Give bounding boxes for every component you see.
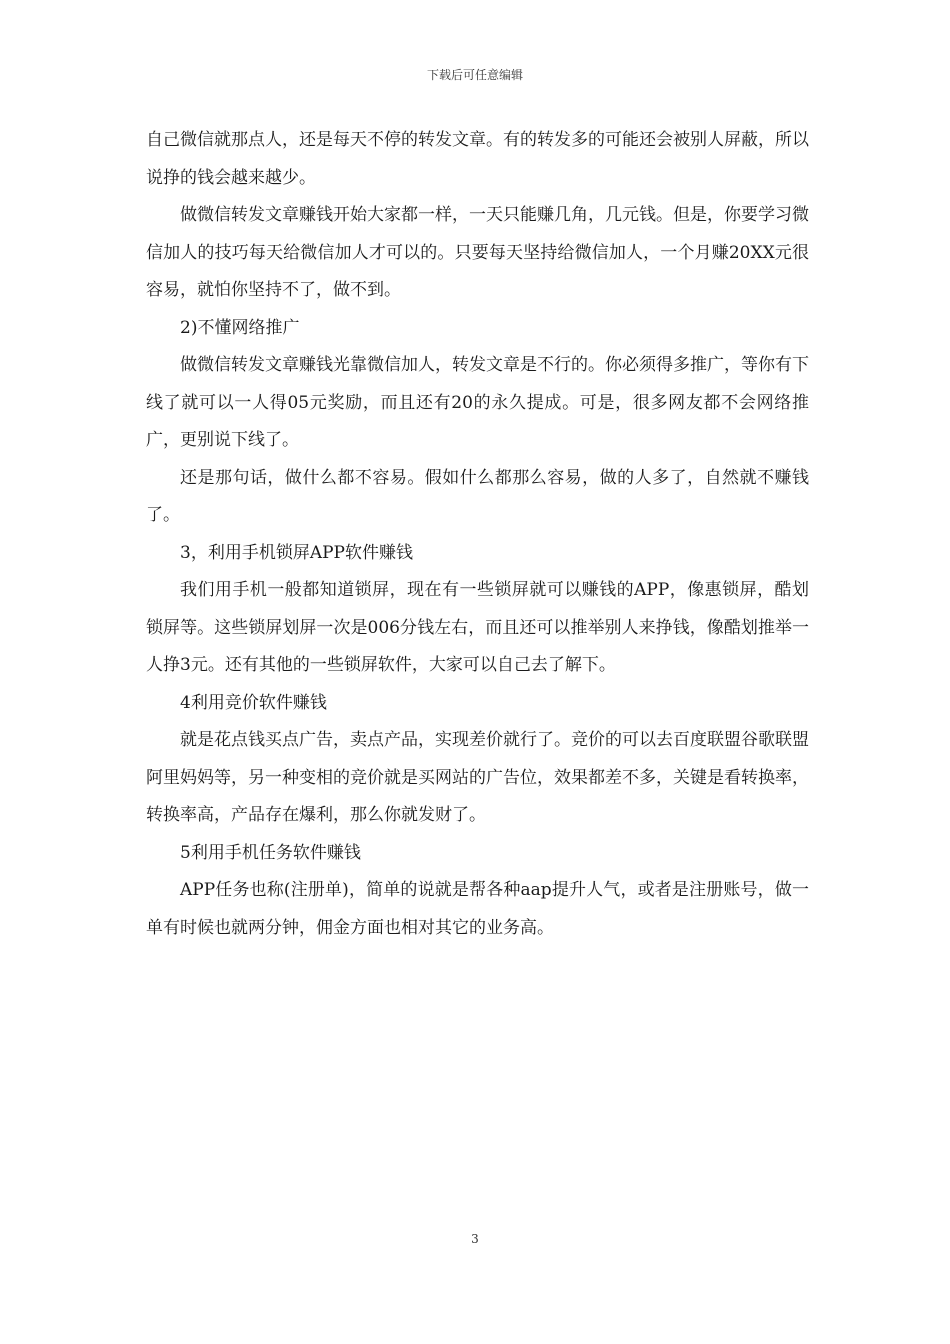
paragraph: 还是那句话，做什么都不容易。假如什么都那么容易，做的人多了，自然就不赚钱了。 bbox=[146, 467, 809, 525]
section-heading: 5利用手机任务软件赚钱 bbox=[180, 842, 361, 863]
paragraph: APP任务也称(注册单)，简单的说就是帮各种aap提升人气，或者是注册账号，做一单有时候也就两分钟，佣金方面也相对其它的业务高。 bbox=[146, 880, 809, 938]
paragraph: 做微信转发文章赚钱开始大家都一样，一天只能赚几角，几元钱。但是，你要学习微信加人的技巧每天给微信加人才可以的。只要每天坚持给微信加人，一个月赚20XX元很容易，就怕你坚持不了，做不到。 bbox=[146, 205, 809, 300]
document-body bbox=[146, 122, 809, 947]
section-heading: 4利用竞价软件赚钱 bbox=[180, 692, 327, 713]
paragraph: 就是花点钱买点广告，卖点产品，实现差价就行了。竞价的可以去百度联盟谷歌联盟阿里妈妈等，另一种变相的竞价就是买网站的广告位，效果都差不多，关键是看转换率，转换率高，产品存在爆利，那么你就发财了。 bbox=[146, 730, 809, 825]
paragraph: 做微信转发文章赚钱光靠微信加人，转发文章是不行的。你必须得多推广，等你有下线了就可以一人得05元奖励，而且还有20的永久提成。可是，很多网友都不会网络推广，更别说下线了。 bbox=[146, 355, 809, 450]
page-header: 下载后可任意编辑 bbox=[426, 68, 523, 82]
section-heading: 2)不懂网络推广 bbox=[180, 317, 300, 338]
section-heading: 3，利用手机锁屏APP软件赚钱 bbox=[180, 542, 413, 563]
paragraph: 我们用手机一般都知道锁屏，现在有一些锁屏就可以赚钱的APP，像惠锁屏，酷划锁屏等。这些锁屏划屏一次是006分钱左右，而且还可以推举别人来挣钱，像酷划推举一人挣3元。还有其他的一些锁屏软件，大家可以自己去了解下。 bbox=[146, 580, 809, 675]
page-number: 3 bbox=[471, 1232, 479, 1246]
paragraph: 自己微信就那点人，还是每天不停的转发文章。有的转发多的可能还会被别人屏蔽，所以说挣的钱会越来越少。 bbox=[146, 130, 809, 188]
